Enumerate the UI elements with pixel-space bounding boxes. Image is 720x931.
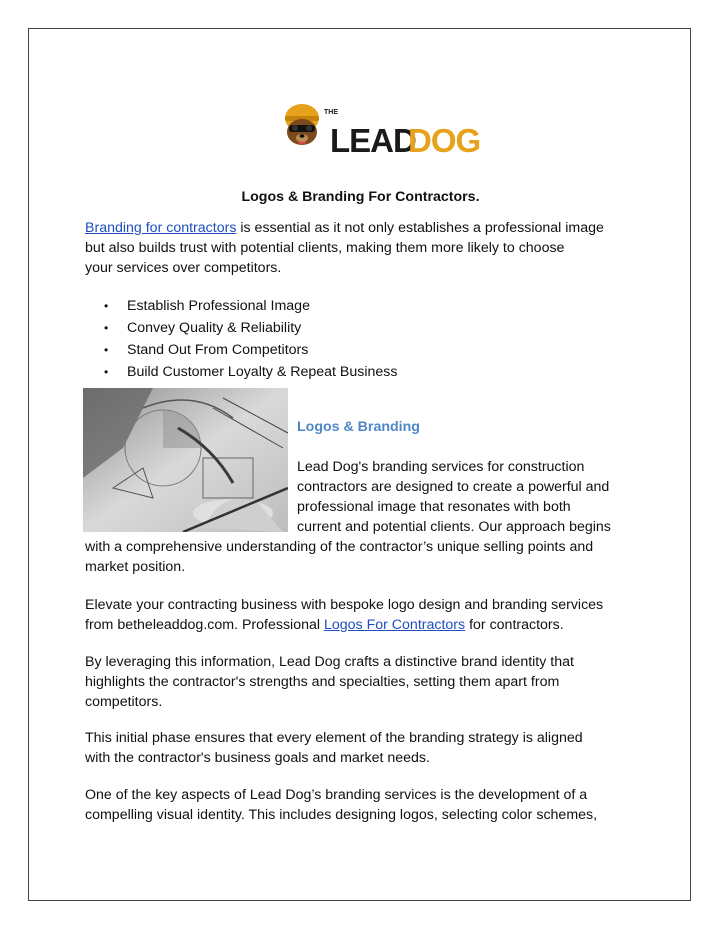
section-heading: Logos & Branding [297, 419, 420, 435]
bullet-icon: • [104, 321, 109, 335]
section-wrap-text: Lead Dog's branding services for construction contractors are designed to create a powerful and professional image that resonates with both current and potential clients. Our approach begins [297, 459, 611, 535]
designer-sketching-logos-image [83, 388, 288, 532]
logo-the-text: THE [324, 109, 338, 116]
bullet-icon: • [104, 299, 109, 313]
leverage-paragraph: By leveraging this information, Lead Dog crafts a distinctive brand identity that highlights the contractor's strengths and specialties, setting them apart from competitors. [85, 654, 574, 710]
intro-line3: your services over competitors. [85, 260, 282, 276]
intro-line2: but also builds trust with potential clients, making them more likely to choose [85, 240, 565, 256]
dog-mascot-icon [285, 104, 319, 145]
bullet-icon: • [104, 365, 109, 379]
list-item: • Convey Quality & Reliability [85, 317, 397, 339]
page-title: Logos & Branding For Contractors. [241, 189, 480, 205]
logo-lead-text: LEAD [330, 122, 416, 156]
list-item: • Establish Professional Image [85, 295, 397, 317]
intro-paragraph [85, 218, 640, 278]
branding-for-contractors-link[interactable]: Branding for contractors [85, 220, 237, 236]
intro-line1-rest: is essential as it not only establishes a professional image [236, 220, 604, 236]
lead-dog-logo [279, 94, 489, 156]
bullet-icon: • [104, 343, 109, 357]
section-continued-text: with a comprehensive understanding of the contractor’s unique selling points and market position. [85, 539, 594, 575]
logo-dog-text: DOG [408, 122, 481, 156]
benefits-list [85, 295, 397, 383]
initial-phase-paragraph: This initial phase ensures that every element of the branding strategy is aligned with the contractor's business goals and market needs. [85, 730, 583, 766]
elevate-paragraph: Elevate your contracting business with bespoke logo design and branding services from betheleaddog.com. Professional Logos For Contractors for contractors. [85, 597, 604, 633]
list-item: • Build Customer Loyalty & Repeat Business [85, 361, 397, 383]
logos-for-contractors-link[interactable]: Logos For Contractors [323, 617, 466, 633]
list-item: • Stand Out From Competitors [85, 339, 397, 361]
key-aspects-paragraph: One of the key aspects of Lead Dog’s branding services is the development of a compelling visual identity. This includes designing logos, selecting color schemes, [85, 787, 598, 823]
document-page [28, 28, 691, 901]
